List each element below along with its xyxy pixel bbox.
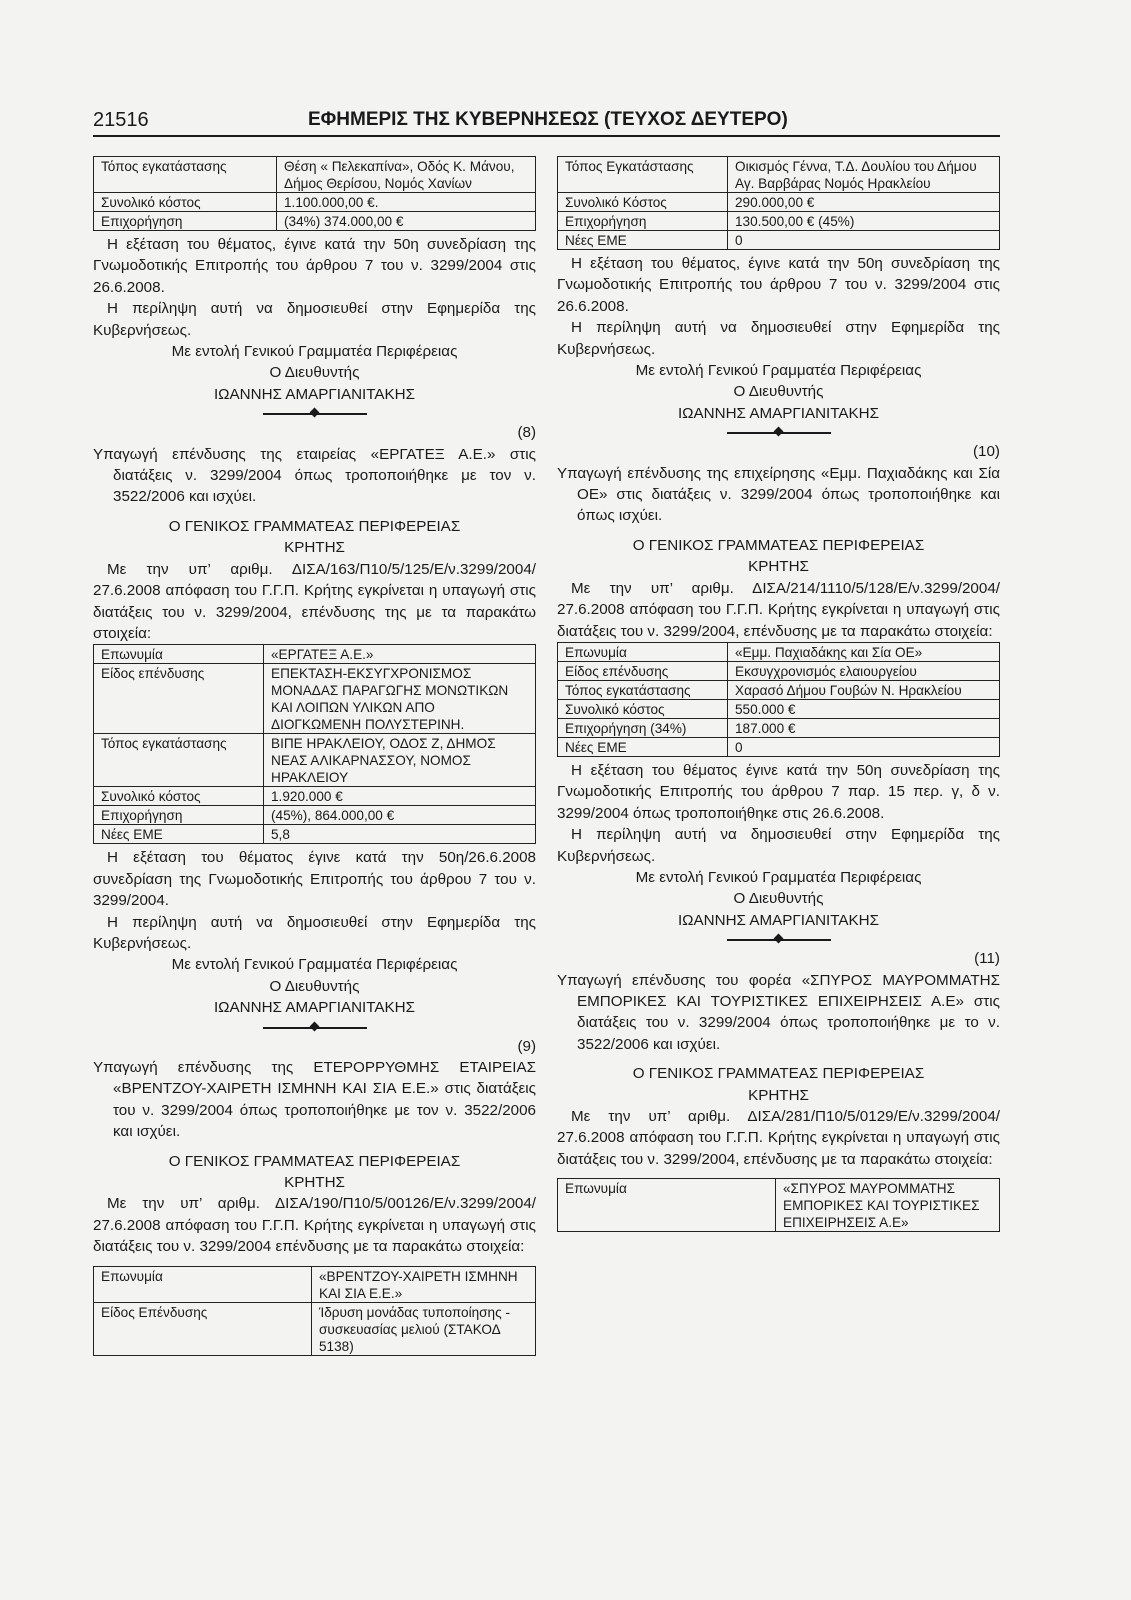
field-value: «Εμμ. Παχιαδάκης και Σία ΟΕ» [728, 642, 1000, 661]
field-label: Τόπος εγκατάστασης [558, 680, 728, 699]
authority-heading: Ο ΓΕΝΙΚΟΣ ΓΡΑΜΜΑΤΕΑΣ ΠΕΡΙΦΕΡΕΙΑΣ [632, 536, 925, 554]
field-value: 187.000 € [728, 718, 1000, 737]
table-row [558, 718, 1000, 737]
signature-name: ΙΩΑΝΝΗΣ ΑΜΑΡΓΙΑΝΙΤΑΚΗΣ [213, 999, 416, 1017]
table-row [94, 157, 536, 193]
section-divider [263, 408, 367, 418]
signature-name: ΙΩΑΝΝΗΣ ΑΜΑΡΓΙΑΝΙΤΑΚΗΣ [677, 404, 880, 422]
field-label: Επιχορήγηση (34%) [558, 718, 728, 737]
authority-heading: Ο ΓΕΝΙΚΟΣ ΓΡΑΜΜΑΤΕΑΣ ΠΕΡΙΦΕΡΕΙΑΣ [168, 517, 461, 535]
info-table [93, 156, 536, 231]
field-label: Είδος επένδυσης [94, 664, 264, 734]
table-row [94, 806, 536, 825]
table-row [558, 642, 1000, 661]
table-row [558, 661, 1000, 680]
table-row [558, 737, 1000, 756]
section-divider [727, 934, 831, 944]
field-value: 550.000 € [728, 699, 1000, 718]
table-row [94, 734, 536, 787]
table-row [558, 212, 1000, 231]
signature-order: Με εντολή Γενικού Γραμματέα Περιφέρειας [171, 956, 458, 974]
left-column [93, 156, 536, 1359]
table-row [94, 825, 536, 844]
table-row [558, 680, 1000, 699]
authority-heading: Ο ΓΕΝΙΚΟΣ ΓΡΑΜΜΑΤΕΑΣ ΠΕΡΙΦΕΡΕΙΑΣ [168, 1152, 461, 1170]
table-row [558, 193, 1000, 212]
field-value: 1.100.000,00 €. [277, 193, 536, 212]
field-value: 0 [728, 231, 1000, 250]
field-label: Τόπος Εγκατάστασης [558, 157, 728, 193]
signature-name: ΙΩΑΝΝΗΣ ΑΜΑΡΓΙΑΝΙΤΑΚΗΣ [213, 385, 416, 403]
decision-paragraph: Με την υπ’ αριθμ. ΔΙΣΑ/163/Π10/5/125/Ε/ν.3299/2004/ 27.6.2008 απόφαση του Γ.Γ.Π. Κρήτης εγκρίνεται η υπαγωγή στις διατάξεις του ν. 3299/2004, επένδυσης της με τα παρακάτω στοιχεία: [93, 560, 536, 642]
investment-table [557, 642, 1000, 757]
right-column [557, 156, 1000, 1235]
field-value: «ΕΡΓΑΤΕΞ Α.Ε.» [264, 645, 536, 664]
section-title: Υπαγωγή επένδυσης της ΕΤΕΡΟΡΡΥΘΜΗΣ ΕΤΑΙΡΕΙΑΣ «ΒΡΕΝΤΖΟΥ-ΧΑΙΡΕΤΗ ΙΣΜΗΝΗ ΚΑΙ ΣΙΑ Ε.Ε.» στις διατάξεις του ν. 3299/2004 όπως τροποποιήθηκε με τον ν. 3522/2006 και ισχύει. [93, 1058, 536, 1141]
investment-table [93, 644, 536, 844]
field-label: Επιχορήγηση [94, 806, 264, 825]
field-label: Επωνυμία [558, 642, 728, 661]
authority-region: ΚΡΗΤΗΣ [284, 1174, 345, 1191]
field-value: (34%) 374.000,00 € [277, 212, 536, 231]
field-value: Εκσυγχρονισμός ελαιουργείου [728, 661, 1000, 680]
table-row [94, 193, 536, 212]
authority-region: ΚΡΗΤΗΣ [748, 558, 809, 576]
field-value: Οικισμός Γέννα, Τ.Δ. Δουλίου του Δήμου Αγ. Βαρβάρας Νομός Ηρακλείου [728, 157, 1000, 193]
table-row [94, 1302, 536, 1355]
signature-order: Με εντολή Γενικού Γραμματέα Περιφέρειας [635, 362, 922, 380]
signature-role: Ο Διευθυντής [733, 890, 824, 908]
section-title: Υπαγωγή επένδυσης της εταιρείας «ΕΡΓΑΤΕΞ Α.Ε.» στις διατάξεις ν. 3299/2004 όπως τροποποιήθηκε με τον ν. 3522/2006 και ισχύει. [93, 445, 536, 506]
section-number: (9) [517, 1037, 536, 1055]
table-row [94, 1266, 536, 1302]
publication-paragraph: Η περίληψη αυτή να δημοσιευθεί στην Εφημερίδα της Κυβερνήσεως. [93, 300, 536, 339]
field-value: 130.500,00 € (45%) [728, 212, 1000, 231]
signature-order: Με εντολή Γενικού Γραμματέα Περιφέρειας [171, 343, 458, 361]
signature-name: ΙΩΑΝΝΗΣ ΑΜΑΡΓΙΑΝΙΤΑΚΗΣ [677, 911, 880, 929]
signature-role: Ο Διευθυντής [269, 977, 360, 995]
table-row [558, 231, 1000, 250]
section-divider [727, 427, 831, 437]
table-row [558, 157, 1000, 193]
field-value: «ΒΡΕΝΤΖΟΥ-ΧΑΙΡΕΤΗ ΙΣΜΗΝΗ ΚΑΙ ΣΙΑ Ε.Ε.» [312, 1266, 536, 1302]
field-value: Ίδρυση μονάδας τυποποίησης - συσκευασίας μελιού (ΣΤΑΚΟΔ 5138) [312, 1302, 536, 1355]
publication-paragraph: Η περίληψη αυτή να δημοσιευθεί στην Εφημερίδα της Κυβερνήσεως. [93, 913, 536, 952]
field-value: 290.000,00 € [728, 193, 1000, 212]
table-row [558, 1179, 1000, 1232]
publication-paragraph: Η περίληψη αυτή να δημοσιευθεί στην Εφημερίδα της Κυβερνήσεως. [557, 319, 1000, 358]
field-value: ΕΠΕΚΤΑΣΗ-ΕΚΣΥΓΧΡΟΝΙΣΜΟΣ ΜΟΝΑΔΑΣ ΠΑΡΑΓΩΓΗΣ ΜΟΝΩΤΙΚΩΝ ΚΑΙ ΛΟΙΠΩΝ ΥΛΙΚΩΝ ΑΠΟ ΔΙΟΓΚΩΜΕΝΗ ΠΟΛΥΣΤΕΡΙΝΗ. [264, 664, 536, 734]
page-header [93, 109, 1000, 137]
field-label: Συνολικό κόστος [94, 787, 264, 806]
table-row [94, 787, 536, 806]
field-label: Τόπος εγκατάστασης [94, 157, 277, 193]
authority-heading: Ο ΓΕΝΙΚΟΣ ΓΡΑΜΜΑΤΕΑΣ ΠΕΡΙΦΕΡΕΙΑΣ [632, 1065, 925, 1083]
page-number: 21516 [93, 109, 149, 131]
field-label: Συνολικό κόστος [558, 699, 728, 718]
gazette-title: ΕΦΗΜΕΡΙΣ ΤΗΣ ΚΥΒΕΡΝΗΣΕΩΣ (ΤΕΥΧΟΣ ΔΕΥΤΕΡΟ) [308, 109, 788, 130]
field-label: Επωνυμία [558, 1179, 776, 1232]
decision-paragraph: Με την υπ’ αριθμ. ΔΙΣΑ/281/Π10/5/0129/Ε/ν.3299/2004/ 27.6.2008 απόφαση του Γ.Γ.Π. Κρήτης εγκρίνεται η υπαγωγή στις διατάξεις του ν. 3299/2004, επένδυσης με τα παρακάτω στοιχεία: [557, 1108, 1000, 1168]
table-row [94, 645, 536, 664]
field-label: Νέες ΕΜΕ [558, 231, 728, 250]
authority-region: ΚΡΗΤΗΣ [284, 539, 345, 557]
field-value: Χαρασό Δήμου Γουβών Ν. Ηρακλείου [728, 680, 1000, 699]
field-value: 1.920.000 € [264, 787, 536, 806]
publication-paragraph: Η περίληψη αυτή να δημοσιευθεί στην Εφημερίδα της Κυβερνήσεως. [557, 826, 1000, 865]
field-label: Επιχορήγηση [558, 212, 728, 231]
exam-paragraph: Η εξέταση του θέματος έγινε κατά την 50η συνεδρίαση της Γνωμοδοτικής Επιτροπής του άρθρου 7 παρ. 15 περ. γ, δ ν. 3299/2004 όπως τροποποιήθηκε στις 26.6.2008. [557, 761, 1000, 822]
section-divider [263, 1022, 367, 1032]
section-number: (8) [517, 424, 536, 442]
table-row [94, 664, 536, 734]
decision-paragraph: Με την υπ’ αριθμ. ΔΙΣΑ/190/Π10/5/00126/Ε/ν.3299/2004/ 27.6.2008 απόφαση του Γ.Γ.Π. Κρήτης εγκρίνεται η υπαγωγή στις διατάξεις του ν. 3299/2004 επένδυσης με τα παρακάτω στοιχεία: [93, 1195, 536, 1256]
investment-table [93, 1266, 536, 1356]
section-title: Υπαγωγή επένδυσης της επιχείρησης «Εμμ. Παχιαδάκης και Σία ΟΕ» στις διατάξεις ν. 3299/2004 όπως τροποποιήθηκε και όπως ισχύει. [557, 464, 1000, 525]
exam-paragraph: Η εξέταση του θέματος, έγινε κατά την 50η συνεδρίαση της Γνωμοδοτικής Επιτροπής του άρθρου 7 του ν. 3299/2004 στις 26.6.2008. [557, 255, 1000, 315]
field-label: Είδος Επένδυσης [94, 1302, 312, 1355]
field-value: 0 [728, 737, 1000, 756]
field-label: Είδος επένδυσης [558, 661, 728, 680]
authority-region: ΚΡΗΤΗΣ [748, 1086, 809, 1104]
field-value: ΒΙΠΕ ΗΡΑΚΛΕΙΟΥ, ΟΔΟΣ Ζ, ΔΗΜΟΣ ΝΕΑΣ ΑΛΙΚΑΡΝΑΣΣΟΥ, ΝΟΜΟΣ ΗΡΑΚΛΕΙΟΥ [264, 734, 536, 787]
exam-paragraph: Η εξέταση του θέματος, έγινε κατά την 50η συνεδρίαση της Γνωμοδοτικής Επιτροπής του άρθρου 7 του ν. 3299/2004 στις 26.6.2008. [93, 236, 536, 296]
field-label: Νέες ΕΜΕ [94, 825, 264, 844]
field-label: Συνολικό Κόστος [558, 193, 728, 212]
field-label: Επωνυμία [94, 645, 264, 664]
signature-order: Με εντολή Γενικού Γραμματέα Περιφέρειας [635, 868, 922, 886]
decision-paragraph: Με την υπ’ αριθμ. ΔΙΣΑ/214/1110/5/128/Ε/ν.3299/2004/ 27.6.2008 απόφαση του Γ.Γ.Π. Κρήτης εγκρίνεται η υπαγωγή στις διατάξεις του ν. 3299/2004, επένδυσης με τα παρακάτω στοιχεία: [557, 579, 1000, 640]
table-row [94, 212, 536, 231]
exam-paragraph: Η εξέταση του θέματος έγινε κατά την 50η/26.6.2008 συνεδρίαση της Γνωμοδοτικής Επιτροπής του άρθρου 7 του ν. 3299/2004. [93, 849, 536, 910]
field-label: Τόπος εγκατάστασης [94, 734, 264, 787]
info-table [557, 156, 1000, 250]
field-label: Επιχορήγηση [94, 212, 277, 231]
field-value: (45%), 864.000,00 € [264, 806, 536, 825]
section-number: (10) [972, 443, 1000, 461]
section-title: Υπαγωγή επένδυσης του φορέα «ΣΠΥΡΟΣ ΜΑΥΡΟΜΜΑΤΗΣ ΕΜΠΟΡΙΚΕΣ ΚΑΙ ΤΟΥΡΙΣΤΙΚΕΣ ΕΠΙΧΕΙΡΗΣΕΙΣ Α.Ε» στις διατάξεις του ν. 3299/2004 όπως τροποποιήθηκε με το ν. 3522/2006 και ισχύει. [557, 971, 1000, 1053]
signature-role: Ο Διευθυντής [733, 383, 824, 401]
table-row [558, 699, 1000, 718]
field-value: 5,8 [264, 825, 536, 844]
field-label: Συνολικό κόστος [94, 193, 277, 212]
signature-role: Ο Διευθυντής [269, 364, 360, 382]
field-label: Επωνυμία [94, 1266, 312, 1302]
field-value: Θέση « Πελεκαπίνα», Οδός Κ. Μάνου, Δήμος Θερίσου, Νομός Χανίων [277, 157, 536, 193]
field-value: «ΣΠΥΡΟΣ ΜΑΥΡΟΜΜΑΤΗΣ ΕΜΠΟΡΙΚΕΣ ΚΑΙ ΤΟΥΡΙΣΤΙΚΕΣ ΕΠΙΧΕΙΡΗΣΕΙΣ Α.Ε» [776, 1179, 1000, 1232]
section-number: (11) [974, 950, 1000, 968]
investment-table [557, 1178, 1000, 1232]
field-label: Νέες ΕΜΕ [558, 737, 728, 756]
